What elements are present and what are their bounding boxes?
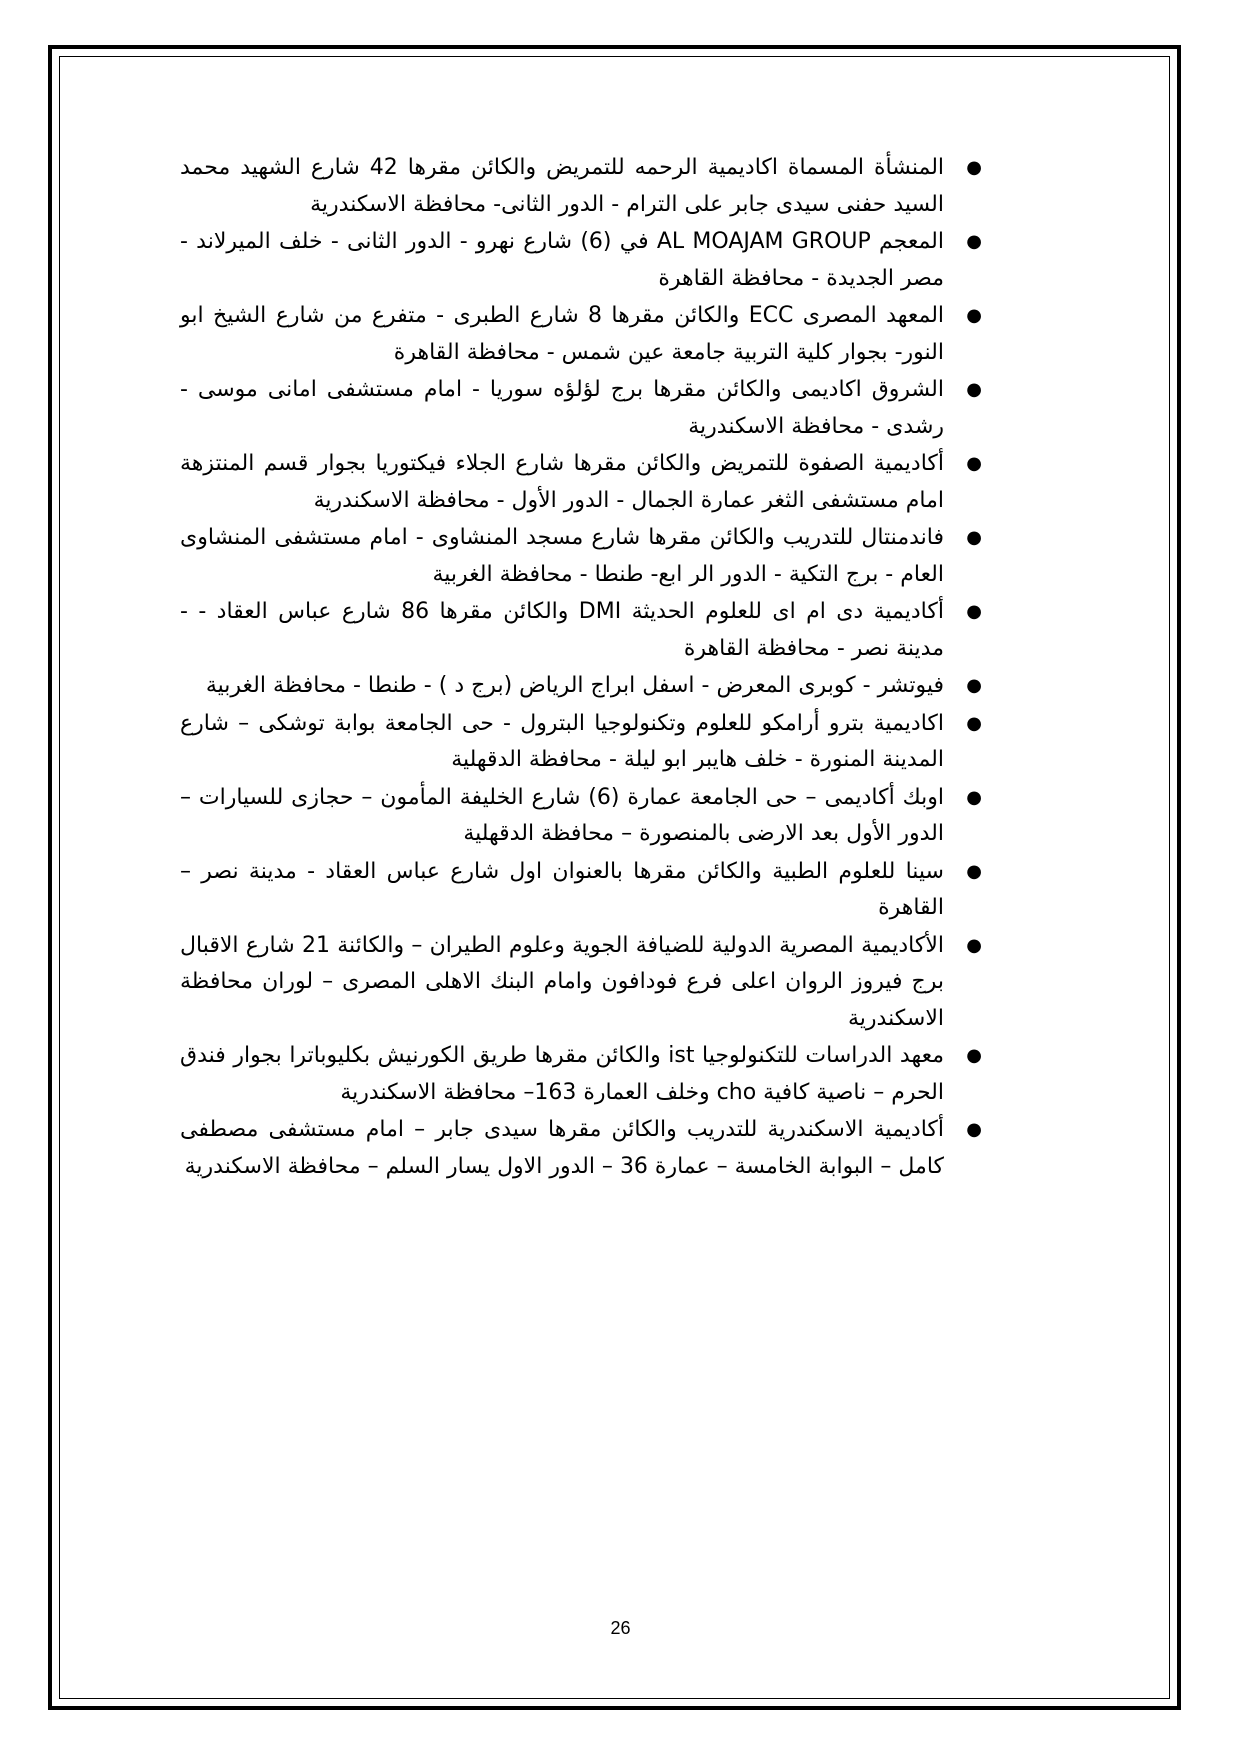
bullet-icon: ● xyxy=(966,934,982,956)
bullet-icon: ● xyxy=(966,1045,982,1066)
list-item xyxy=(180,1112,982,1185)
bullet-icon: ● xyxy=(966,231,982,252)
list-item-text: المنشأة المسماة اكاديمية الرحمه للتمريض والكائن مقرها 42 شارع الشهيد محمد السيد حفنى سيدى جابر على الترام - الدور الثانى- محافظة الاسكندرية xyxy=(180,155,945,217)
list-item-text: المعهد المصرى ECC والكائن مقرها 8 شارع الطبرى - متفرع من شارع الشيخ ابو النور- بجوار كلية التربية جامعة عين شمس - محافظة القاهرة xyxy=(180,303,945,365)
list-item-text: فاندمنتال للتدريب والكائن مقرها شارع مسجد المنشاوى - امام مستشفى المنشاوى العام - برج التكية - الدور الر ابع- طنطا - محافظة الغربية xyxy=(180,525,944,587)
list-item xyxy=(180,150,982,223)
bullet-icon: ● xyxy=(966,786,982,808)
list-item-text: فيوتشر - كوبرى المعرض - اسفل ابراج الرياض (برج د ) - طنطا - محافظة الغربية xyxy=(205,673,944,698)
bullet-icon: ● xyxy=(966,527,982,548)
bullet-icon: ● xyxy=(966,601,982,622)
list-item xyxy=(180,298,982,371)
list-item xyxy=(180,224,982,297)
bullet-icon: ● xyxy=(966,1119,982,1140)
page-number: 26 xyxy=(610,1618,631,1638)
document-body xyxy=(180,150,986,1186)
bullet-icon: ● xyxy=(966,157,982,178)
list-item-text: المعجم AL MOAJAM GROUP في (6) شارع نهرو - الدور الثانى - خلف الميرلاند - مصر الجديدة - محافظة القاهرة xyxy=(180,229,944,291)
list-item xyxy=(180,520,982,593)
list-item-text: اكاديمية بترو أرامكو للعلوم وتكنولوجيا البترول - حى الجامعة بوابة توشكى – شارع المدينة المنورة - خلف هايبر ابو ليلة - محافظة الدقهلية xyxy=(180,710,944,772)
bullet-icon: ● xyxy=(966,453,982,474)
list-item-text: أكاديمية الاسكندرية للتدريب والكائن مقرها سيدى جابر – امام مستشفى مصطفى كامل – البوابة الخامسة – عمارة 36 – الدور الاول يسار السلم – محافظة الاسكندرية xyxy=(180,1117,944,1179)
list-item xyxy=(180,854,982,927)
list-item xyxy=(180,446,982,519)
list-item-text: أكاديمية الصفوة للتمريض والكائن مقرها شارع الجلاء فيكتوريا بجوار قسم المنتزهة امام مستشفى الثغر عمارة الجمال - الدور الأول - محافظة الاسكندرية xyxy=(180,451,944,513)
bullet-icon: ● xyxy=(966,675,982,696)
list-item-text: اوبك أكاديمى – حى الجامعة عمارة (6) شارع الخليفة المأمون – حجازى للسيارات – الدور الأول بعد الارضى بالمنصورة – محافظة الدقهلية xyxy=(180,784,944,846)
bullet-icon: ● xyxy=(966,379,982,400)
list-item xyxy=(180,1038,982,1111)
list-item xyxy=(180,668,982,705)
bullet-icon: ● xyxy=(966,712,982,734)
list-item-text: الشروق اكاديمى والكائن مقرها برج لؤلؤه سوريا - امام مستشفى امانى موسى - رشدى - محافظة الاسكندرية xyxy=(180,377,944,439)
list-item-text: أكاديمية دى ام اى للعلوم الحديثة DMI والكائن مقرها 86 شارع عباس العقاد - - مدينة نصر - محافظة القاهرة xyxy=(180,599,944,661)
bullet-icon: ● xyxy=(966,305,982,326)
list-item xyxy=(180,594,982,667)
list-item-text: الأكاديمية المصرية الدولية للضيافة الجوية وعلوم الطيران – والكائنة 21 شارع الاقبال برج فيروز الروان اعلى فرع فودافون وامام البنك الاهلى المصرى – لوران محافظة الاسكندرية xyxy=(180,932,944,1031)
list-item-text: سينا للعلوم الطبية والكائن مقرها بالعنوان اول شارع عباس العقاد - مدينة نصر – القاهرة xyxy=(180,858,944,920)
bullet-icon: ● xyxy=(966,860,982,882)
list-item-text: معهد الدراسات للتكنولوجيا ist والكائن مقرها طريق الكورنيش بكليوباترا بجوار فندق الحرم – ناصية كافية cho وخلف العمارة 163– محافظة الاسكندرية xyxy=(180,1043,945,1105)
address-list xyxy=(180,150,986,1185)
list-item xyxy=(180,780,982,853)
list-item xyxy=(180,372,982,445)
list-item xyxy=(180,706,982,779)
list-item xyxy=(180,928,982,1038)
